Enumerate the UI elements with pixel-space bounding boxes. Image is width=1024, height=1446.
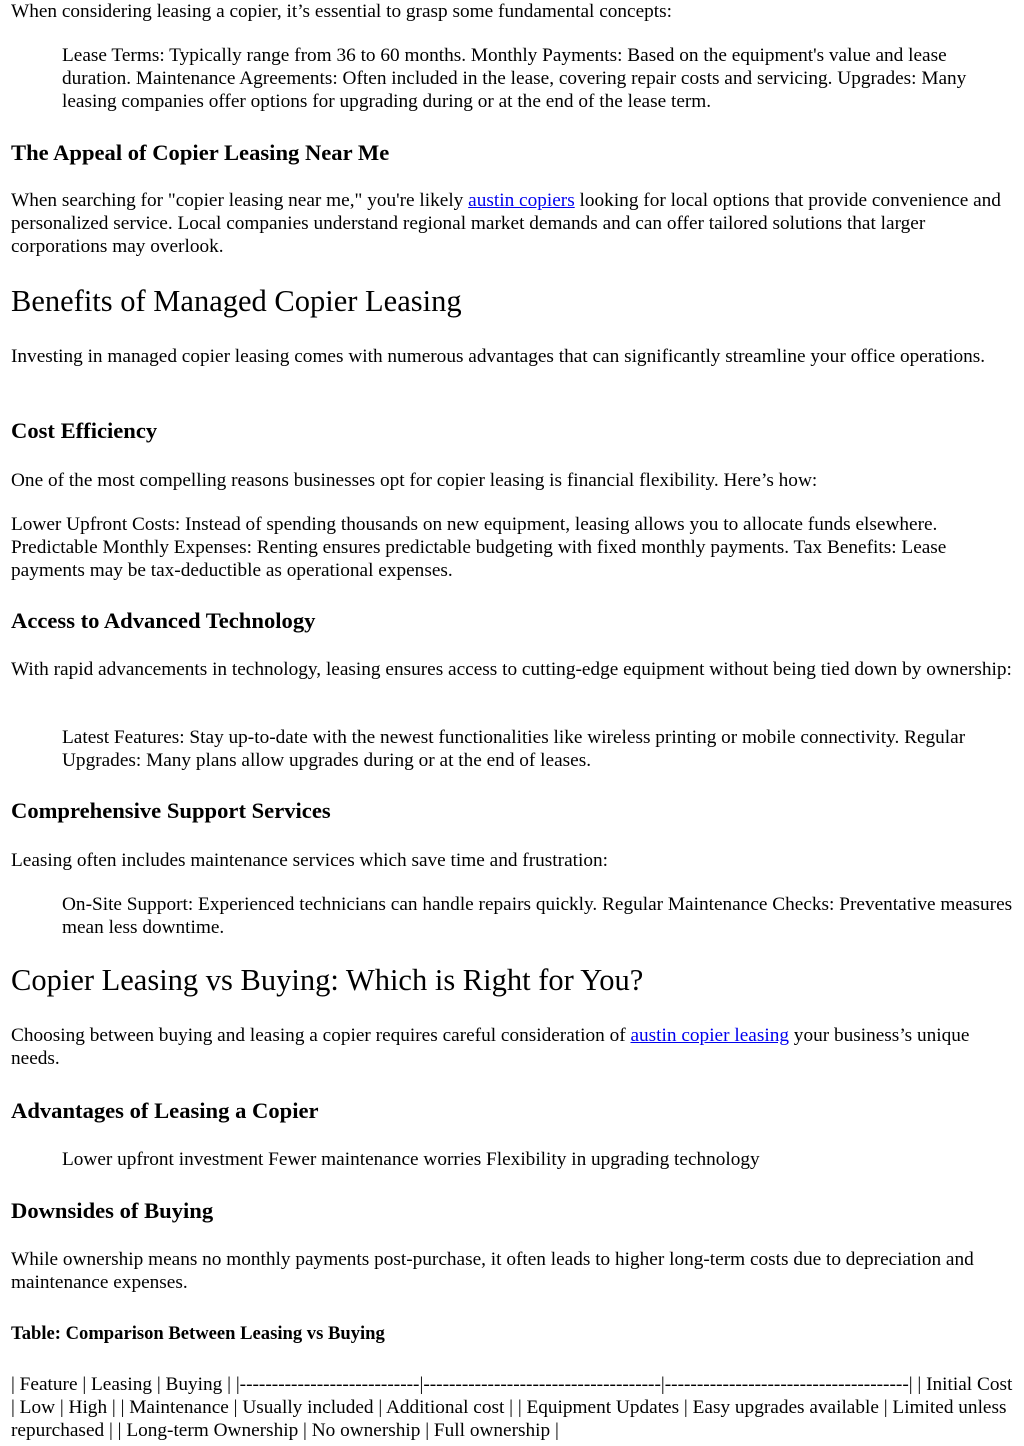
advantages-list: Lower upfront investment Fewer maintenance worries Flexibility in upgrading technology bbox=[62, 1149, 760, 1170]
support-services-paragraph: Leasing often includes maintenance services which save time and frustration: bbox=[11, 850, 608, 871]
advanced-technology-paragraph: With rapid advancements in technology, leasing ensures access to cutting-edge equipment without being tied down by ownership: bbox=[11, 659, 1012, 680]
downsides-paragraph: While ownership means no monthly payments post-purchase, it often leads to higher long-term costs due to depreciation and maintenance expenses. bbox=[11, 1249, 974, 1294]
benefits-paragraph: Investing in managed copier leasing comes with numerous advantages that can significantly streamline your office operations. bbox=[11, 346, 986, 367]
benefits-heading: Benefits of Managed Copier Leasing bbox=[11, 284, 462, 318]
versus-text-after: your business’s unique needs. bbox=[11, 1025, 970, 1070]
appeal-paragraph bbox=[11, 189, 1016, 259]
advantages-heading: Advantages of Leasing a Copier bbox=[11, 1098, 319, 1123]
comparison-table-raw: | Feature | Leasing | Buying | |----------------------------|-------------------------------------|--------------------------------------| | Initial Cost | Low | High | | Maintenance | Usually included | Additional cost | | Equipment Updates | Easy upgrades available | Limited unless repurchased | | Long-term Ownership | No ownership | Full ownership | bbox=[11, 1374, 1013, 1442]
cost-efficiency-paragraph: One of the most compelling reasons businesses opt for copier leasing is financial flexibility. Here’s how: bbox=[11, 470, 818, 491]
austin-copier-leasing-link[interactable]: austin copier leasing bbox=[630, 1025, 789, 1046]
support-services-list: On-Site Support: Experienced technicians can handle repairs quickly. Regular Maintenance Checks: Preventative measures mean less downtime. bbox=[62, 894, 1013, 939]
appeal-text-before: When searching for "copier leasing near me," you're likely bbox=[11, 190, 469, 211]
advanced-technology-heading: Access to Advanced Technology bbox=[11, 608, 316, 633]
support-services-heading: Comprehensive Support Services bbox=[11, 798, 331, 823]
leasing-vs-buying-paragraph bbox=[11, 1024, 1016, 1070]
cost-efficiency-list: Lower Upfront Costs: Instead of spending thousands on new equipment, leasing allows you to allocate funds elsewhere. Predictable Monthly Expenses: Renting ensures predictable budgeting with fixed monthly payments. Tax Benefits: Lease payments may be tax-deductible as operational expenses. bbox=[11, 514, 947, 582]
comparison-table-heading: Table: Comparison Between Leasing vs Buying bbox=[11, 1323, 385, 1344]
downsides-heading: Downsides of Buying bbox=[11, 1198, 214, 1223]
cost-efficiency-heading: Cost Efficiency bbox=[11, 418, 158, 443]
advanced-technology-list: Latest Features: Stay up-to-date with the newest functionalities like wireless printing or mobile connectivity. Regular Upgrades: Many plans allow upgrades during or at the end of leases. bbox=[62, 727, 966, 772]
concepts-list: Lease Terms: Typically range from 36 to 60 months. Monthly Payments: Based on the equipment's value and lease duration. Maintenance Agreements: Often included in the lease, covering repair costs and servicing. Upgrades: Many leasing companies offer options for upgrading during or at the end of the lease term. bbox=[62, 45, 967, 113]
appeal-heading: The Appeal of Copier Leasing Near Me bbox=[11, 140, 390, 165]
leasing-vs-buying-heading: Copier Leasing vs Buying: Which is Right for You? bbox=[11, 963, 644, 997]
intro-paragraph: When considering leasing a copier, it’s essential to grasp some fundamental concepts: bbox=[11, 1, 673, 22]
austin-copiers-link[interactable]: austin copiers bbox=[468, 190, 575, 211]
versus-text-before: Choosing between buying and leasing a copier requires careful consideration of bbox=[11, 1025, 631, 1046]
appeal-text-after: looking for local options that provide convenience and personalized service. Local companies understand regional market demands and can offer tailored solutions that larger corporations may overlook. bbox=[11, 190, 1001, 258]
